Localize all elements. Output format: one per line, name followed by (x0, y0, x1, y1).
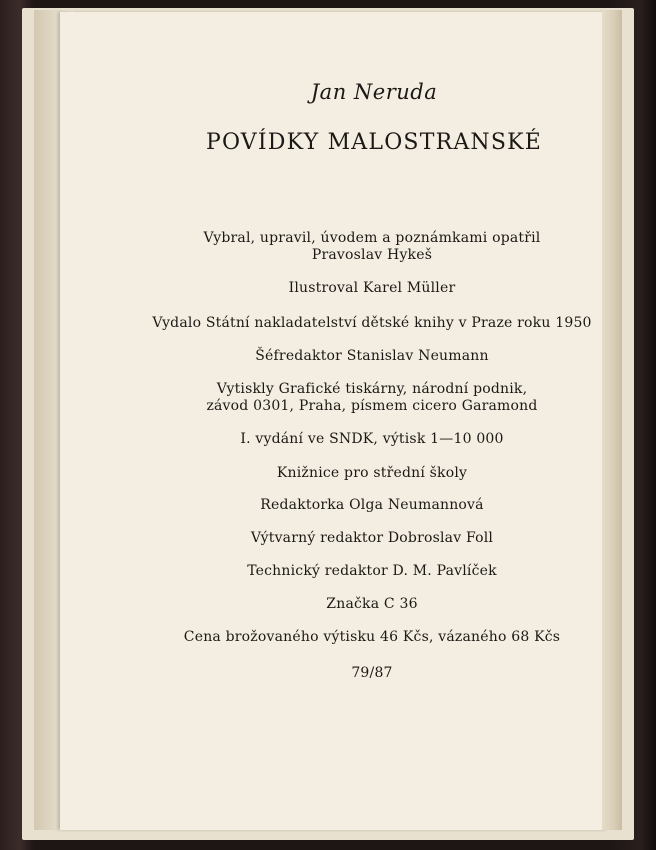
colophon-technical-editor: Technický redaktor D. M. Pavlíček (247, 563, 497, 579)
colophon-editor: Redaktorka Olga Neumannová (260, 497, 484, 513)
author-name: Jan Neruda (310, 80, 438, 104)
colophon-illustrator: Ilustroval Karel Müller (288, 280, 456, 296)
colophon-price: Cena brožovaného výtisku 46 Kčs, vázaného 68 Kčs (183, 629, 561, 645)
book-title: POVÍDKY MALOSTRANSKÉ (205, 130, 543, 155)
colophon-printer-line2: závod 0301, Praha, písmem cicero Garamond (206, 398, 538, 414)
colophon-editor-line2: Pravoslav Hykeš (311, 247, 433, 263)
colophon-number: 79/87 (351, 665, 393, 681)
colophon-art-editor: Výtvarný redaktor Dobroslav Foll (250, 530, 494, 546)
colophon-publisher: Vydalo Státní nakladatelství dětské knihy v Praze roku 1950 (152, 315, 592, 331)
colophon-editor-line1: Vybral, upravil, úvodem a poznámkami opatřil (203, 230, 541, 246)
colophon-edition: I. vydání ve SNDK, výtisk 1—10 000 (240, 431, 504, 447)
colophon-chief-editor: Šéfredaktor Stanislav Neumann (255, 348, 489, 364)
colophon-series: Knižnice pro střední školy (276, 465, 468, 481)
colophon-code: Značka C 36 (326, 596, 418, 612)
colophon-printer-line1: Vytiskly Grafické tiskárny, národní podnik, (216, 381, 528, 397)
